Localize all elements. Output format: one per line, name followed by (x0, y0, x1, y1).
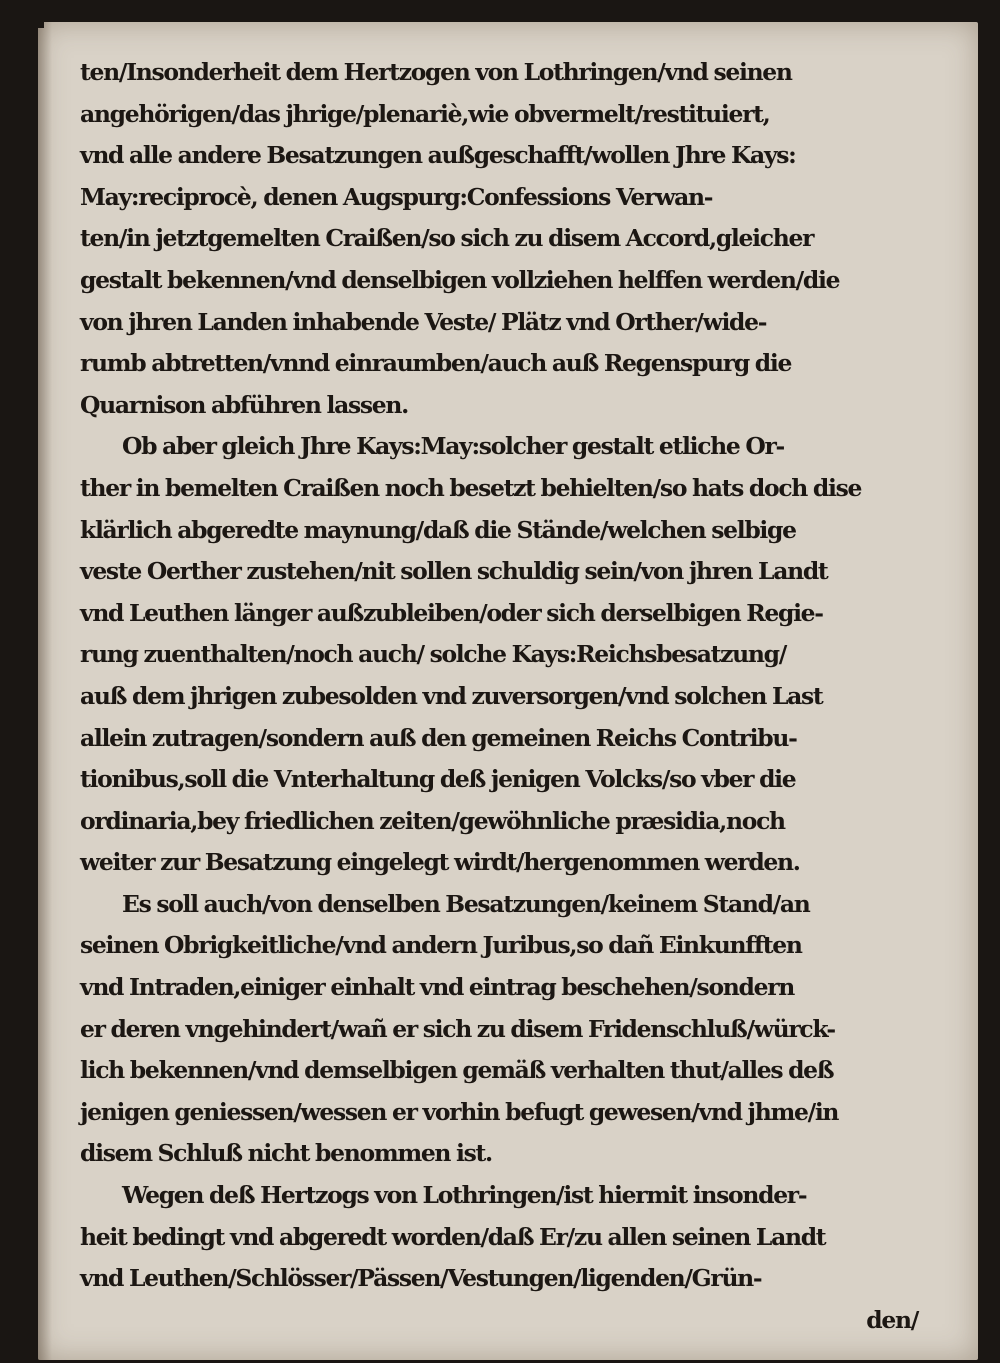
text-line: ordinaria,bey friedlichen zeiten/gewöhnliche præsidia,noch (80, 806, 785, 835)
text-line: lich bekennen/vnd demselbigen gemäß verhalten thut/alles deß (80, 1056, 834, 1085)
text-line: vnd Leuthen/Schlösser/Pässen/Vestungen/ligenden/Grün- (80, 1264, 762, 1293)
text-line: ten/in jetztgemelten Craißen/so sich zu disem Accord,gleicher (80, 224, 814, 253)
catchword: den/ (866, 1305, 918, 1334)
text-line: rumb abtretten/vnnd einraumben/auch auß Regenspurg die (80, 349, 792, 378)
text-line: vnd Intraden,einiger einhalt vnd eintrag beschehen/sondern (80, 973, 795, 1002)
text-line: seinen Obrigkeitliche/vnd andern Juribus,so dañ Einkunfften (80, 931, 802, 960)
paragraph-start-line: Ob aber gleich Jhre Kays:May:solcher gestalt etliche Or- (122, 432, 784, 461)
paragraph-start-line: Es soll auch/von denselben Besatzungen/keinem Stand/an (122, 889, 810, 918)
text-line: disem Schluß nicht benommen ist. (80, 1139, 492, 1168)
text-line: gestalt bekennen/vnd denselbigen vollziehen helffen werden/die (80, 265, 840, 294)
text-line: tionibus,soll die Vnterhaltung deß jenigen Volcks/so vber die (80, 765, 796, 794)
text-line: angehörigen/das jhrige/plenariè,wie obvermelt/restituiert, (80, 99, 770, 128)
text-line: veste Oerther zustehen/nit sollen schuldig sein/von jhren Landt (80, 557, 828, 586)
text-line: vnd alle andere Besatzungen außgeschafft/wollen Jhre Kays: (80, 141, 796, 170)
paragraph-start-line: Wegen deß Hertzogs von Lothringen/ist hiermit insonder- (122, 1181, 807, 1210)
text-line: von jhren Landen inhabende Veste/ Plätz vnd Orther/wide- (80, 307, 767, 336)
text-line: weiter zur Besatzung eingelegt wirdt/hergenommen werden. (80, 848, 800, 877)
text-line: klärlich abgeredte maynung/daß die Stände/welchen selbige (80, 515, 796, 544)
page-text-block (80, 52, 960, 1341)
text-line: er deren vngehindert/wañ er sich zu disem Fridenschluß/würck- (80, 1014, 835, 1043)
text-line: allein zutragen/sondern auß den gemeinen Reichs Contribu- (80, 723, 797, 752)
text-line: May:reciprocè, denen Augspurg:Confessions Verwan- (80, 182, 713, 211)
text-line: auß dem jhrigen zubesolden vnd zuversorgen/vnd solchen Last (80, 681, 823, 710)
page-corner-mark (36, 22, 44, 28)
text-line: ther in bemelten Craißen noch besetzt behielten/so hats doch dise (80, 473, 862, 502)
text-line: rung zuenthalten/noch auch/ solche Kays:Reichsbesatzung/ (80, 640, 786, 669)
text-line: Quarnison abführen lassen. (80, 390, 408, 419)
text-line: heit bedingt vnd abgeredt worden/daß Er/zu allen seinen Landt (80, 1222, 826, 1251)
text-line: ten/Insonderheit dem Hertzogen von Lothringen/vnd seinen (80, 58, 792, 86)
text-line: vnd Leuthen länger außzubleiben/oder sich derselbigen Regie- (80, 598, 823, 627)
text-line: jenigen geniessen/wessen er vorhin befugt gewesen/vnd jhme/in (80, 1097, 839, 1126)
